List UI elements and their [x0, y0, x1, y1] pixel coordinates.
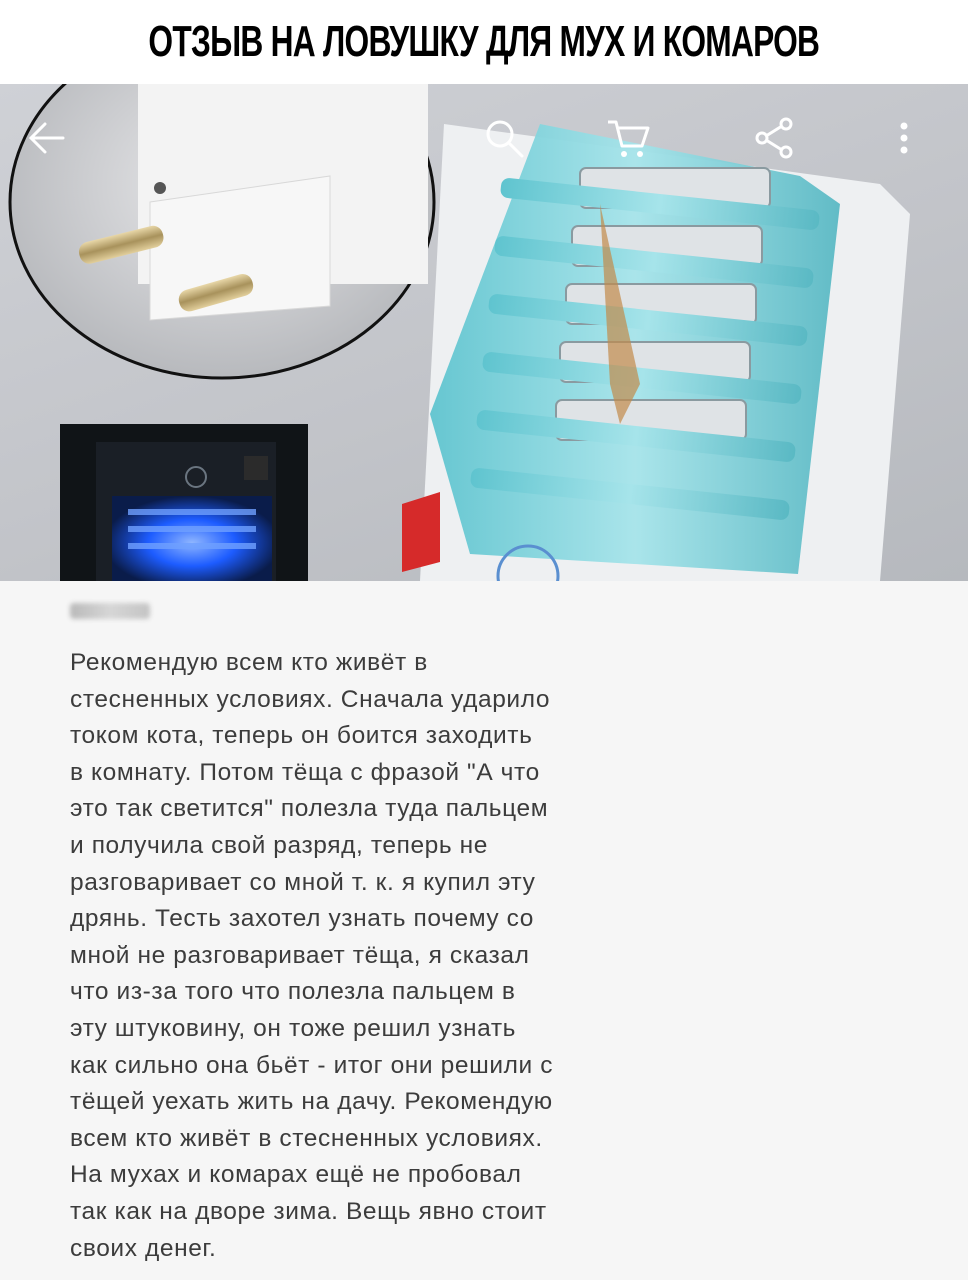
share-icon[interactable]: [744, 114, 804, 162]
review-line: током кота, теперь он боится заходить: [70, 722, 533, 750]
cart-icon[interactable]: [598, 114, 658, 162]
review-line: так как на дворе зима. Вещь явно стоит: [70, 1197, 547, 1225]
led-inset: [60, 424, 308, 581]
meme-title-text: ОТЗЫВ НА ЛОВУШКУ ДЛЯ МУХ И КОМАРОВ: [148, 17, 820, 66]
bug-zapper-device: [402, 124, 910, 581]
more-vertical-icon[interactable]: [884, 114, 924, 162]
review-line: что из-за того что полезла пальцем в: [70, 978, 516, 1006]
review-line: дрянь. Тесть захотел узнать почему со: [70, 905, 535, 933]
review-line: тёщей уехать жить на дачу. Рекомендую: [70, 1088, 553, 1116]
review-line: На мухах и комарах ещё не пробовал: [70, 1161, 522, 1189]
review-line: и получила свой разряд, теперь не: [70, 831, 489, 859]
review-text: [70, 645, 790, 1267]
review-line: как сильно она бьёт - итог они решили с: [70, 1051, 554, 1079]
review-line: мной не разговаривает тёща, я сказал: [70, 941, 530, 969]
review-line: в комнату. Потом тёща с фразой "А что: [70, 758, 540, 786]
review-line: Рекомендую всем кто живёт в: [70, 649, 428, 676]
search-icon[interactable]: [474, 114, 534, 162]
review-line: разговаривает со мной т. к. я купил эту: [70, 868, 536, 896]
meme-title: [0, 0, 968, 84]
blurred-author-name: [70, 603, 150, 619]
review-line: своих денег.: [70, 1234, 217, 1262]
review-line: всем кто живёт в стесненных условиях.: [70, 1124, 543, 1152]
review-card: [0, 581, 968, 1280]
back-arrow-icon[interactable]: [20, 114, 74, 162]
review-line: эту штуковину, он тоже решил узнать: [70, 1014, 517, 1042]
review-line: это так светится" полезла туда пальцем: [70, 795, 549, 823]
product-photo: [0, 84, 968, 581]
review-line: стесненных условиях. Сначала ударило: [70, 685, 551, 713]
